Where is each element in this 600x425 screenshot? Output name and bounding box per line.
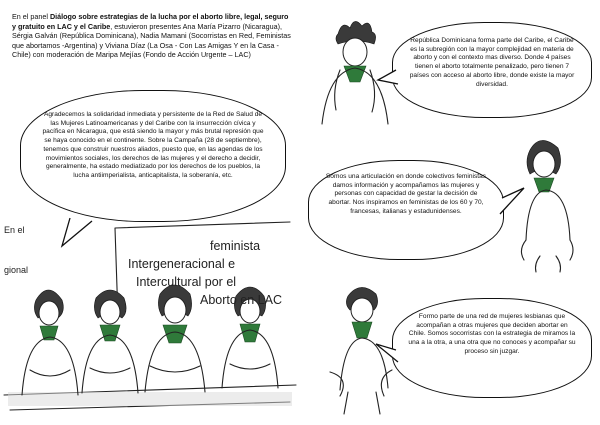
speaker-argentina-figure [521, 140, 573, 272]
banner-left-top: En el [4, 225, 25, 235]
right-page [300, 0, 600, 425]
panelist-3-figure [145, 285, 205, 392]
panelist-2-figure [82, 290, 138, 393]
right-illustrations [300, 0, 600, 425]
speaker-chile-figure [330, 287, 392, 414]
banner-line-2: Intergeneracional e [128, 257, 236, 271]
bubble-text-nicaragua: Agradecemos la solidaridad inmediata y persistente de la Red de Salud de las Mujeres Latinoamericanas y del Caribe con la insurrección cívica y pacífica en Nicaragua, que está siendo la mayor y más brutal represión que se haya conocido en el continente. Sobre la Campaña (28 de septiembre), tenemos que construir nuestros aliados, puesto que, en las agendas de los movimientos sociales, los derechos de las mujeres y el derecho a decidir, generalmente, ha estado mediatizado por los derechos de los pueblos, la lucha antiimperialista, anticapitalista, la soberanía, etc. [42, 111, 264, 179]
intro-prefix: En el panel [12, 12, 50, 21]
banner-left-bottom: gional [4, 265, 29, 275]
banner-line-1: feminista [210, 239, 261, 253]
speaker-dominicana-figure [322, 21, 388, 124]
bubble-text-dominicana: República Dominicana forma parte del Caribe, el Caribe es la subregión con la mayor complejidad en materia de aborto y con el contexto mas diverso. Donde 4 países tienen el aborto totalmente penalizado, pero tienen 7 países con acceso al aborto libre, donde existe la mayor diversidad. [409, 37, 575, 88]
intro-rest: , estuvieron presentes Ana María Pizarro (Nicaragua), Sérgia Galván (República Dominicana), Nadia Mamani (Socorristas en Red, Feministas que abortamos -Argentina) y Viviana Díaz (La Osa - Con Las Amigas Y en la Casa - Chile) con moderación de Maripa Mejías (Fondo de Acción Urgente – LAC) [12, 21, 291, 60]
panelist-1-figure [22, 290, 78, 395]
banner-line-4: Aborto en LAC [200, 293, 282, 307]
intro-panel-title: Diálogo sobre estrategias de la lucha por el aborto libre, legal, seguro y gratuito en LAC y el Caribe [12, 12, 289, 31]
banner-line-3: Intercultural por el [136, 275, 237, 289]
bubble-text-argentina: Somos una articulación en donde colectivos feministas damos información y acompañamos las mujeres y personas con capacidad de gestar la decisión de abortar. Nos inspiramos en feministas de los 60 y 70, francesas, italianas y estadunidenses. [325, 173, 487, 215]
bubble-text-chile: Formo parte de una red de mujeres lesbianas que acompañan a otras mujeres que deciden abortar en Chile. Somos socorristas con la estrategia de miramos la una a la otra, a una otra que no conoces y acompañar su proceso sin juzgar. [408, 313, 576, 355]
